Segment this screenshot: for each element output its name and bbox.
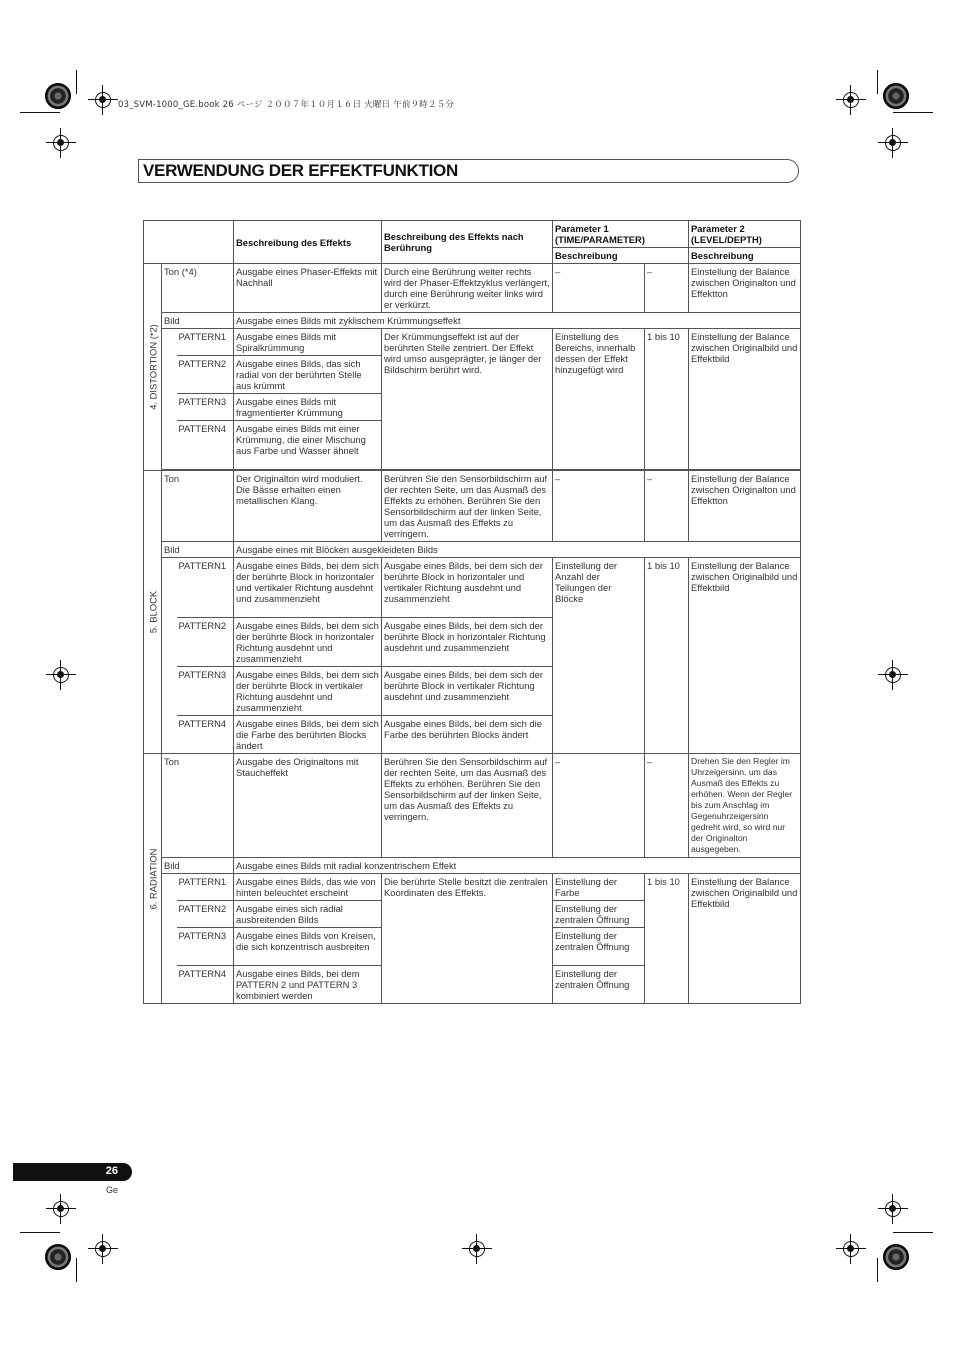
registration-disc-icon <box>883 1244 909 1270</box>
pattern-touch: Ausgabe eines Bilds, bei dem sich der berührte Block in vertikaler Richtung ausdehnt und zusammenzieht <box>382 667 553 716</box>
crosshair-icon <box>878 660 908 690</box>
crosshair-icon <box>878 128 908 158</box>
bild-label: Bild <box>162 858 234 874</box>
indent-cell <box>162 667 177 716</box>
pattern-label: PATTERN3 <box>177 667 234 716</box>
pattern-touch: Ausgabe eines Bilds, bei dem sich der berührte Block in horizontaler Richtung ausdehnt und zusammenzieht <box>382 618 553 667</box>
table-row <box>144 329 801 356</box>
crop-mark <box>877 1258 878 1282</box>
ton-desc: Der Originalton wird moduliert. Die Bässe erhalten einen metallischen Klang. <box>234 471 382 542</box>
indent-cell <box>162 421 177 470</box>
indent-cell <box>162 356 177 394</box>
indent-cell <box>162 329 177 356</box>
pattern-desc: Ausgabe eines sich radial ausbreitenden Bilds <box>234 901 382 928</box>
table-row <box>144 858 801 874</box>
vertical-label: 5. BLOCK <box>147 590 158 634</box>
pattern-touch: Die berührte Stelle besitzt die zentralen Koordinaten des Effekts. <box>382 874 553 1004</box>
ton-param1: – <box>553 264 645 313</box>
pattern-label: PATTERN1 <box>177 558 234 618</box>
group-label-block <box>144 471 162 754</box>
ton-label: Ton (*4) <box>162 264 234 313</box>
crop-mark <box>877 70 878 94</box>
vertical-label: 6. RADIATION <box>147 848 158 909</box>
ton-param2: Einstellung der Balance zwischen Originalton und Effektton <box>689 264 801 313</box>
crop-mark <box>893 112 933 113</box>
crosshair-icon <box>836 1234 866 1264</box>
pattern-desc: Ausgabe eines Bilds, bei dem sich der berührte Block in horizontaler und vertikaler Richtung ausdehnt und zusammenzieht <box>234 558 382 618</box>
registration-disc-icon <box>883 83 909 109</box>
indent-cell <box>162 716 177 754</box>
pattern-label: PATTERN3 <box>177 394 234 421</box>
crosshair-icon <box>46 128 76 158</box>
header-empty <box>144 221 234 264</box>
crop-mark <box>76 70 77 94</box>
pattern-label: PATTERN2 <box>177 356 234 394</box>
registration-disc-icon <box>45 83 71 109</box>
bild-desc: Ausgabe eines mit Blöcken ausgekleideten Bilds <box>234 542 801 558</box>
table-row <box>144 471 801 542</box>
pattern-param1-range: 1 bis 10 <box>645 329 689 470</box>
table-header-row <box>144 221 801 248</box>
pattern-label: PATTERN3 <box>177 928 234 966</box>
pattern-label: PATTERN2 <box>177 618 234 667</box>
ton-param2: Drehen Sie den Regler im Uhrzeigersinn, um das Ausmaß des Effekts zu erhöhen. Wenn der Regler bis zum Anschlag im Gegenuhrzeigersinn gedreht wird, so wird nur der Originalton ausgegeben. <box>689 754 801 858</box>
header-touch: Beschreibung des Effekts nach Berührung <box>382 221 553 264</box>
indent-cell <box>162 618 177 667</box>
crosshair-icon <box>46 1194 76 1224</box>
ton-touch: Durch eine Berührung weiter rechts wird der Phaser-Effektzyklus verlängert, durch eine Berührung weiter links wird er verkürzt. <box>382 264 553 313</box>
section-banner <box>138 159 799 183</box>
pattern-label: PATTERN4 <box>177 716 234 754</box>
pattern-param2: Einstellung der Balance zwischen Originalbild und Effektbild <box>689 874 801 1004</box>
pattern-desc: Ausgabe eines Bilds, das sich radial von der berührten Stelle aus krümmt <box>234 356 382 394</box>
header-desc: Beschreibung des Effekts <box>234 221 382 264</box>
pattern-label: PATTERN2 <box>177 901 234 928</box>
pattern-param1: Einstellung der zentralen Öffnung <box>553 966 645 1004</box>
ton-label: Ton <box>162 754 234 858</box>
crop-mark <box>20 1232 60 1233</box>
pattern-desc: Ausgabe eines Bilds, bei dem sich der berührte Block in horizontaler Richtung ausdehnt und zusammenzieht <box>234 618 382 667</box>
page-number-tab <box>13 1163 132 1181</box>
pattern-param1: Einstellung der zentralen Öffnung <box>553 928 645 966</box>
ton-touch: Berühren Sie den Sensorbildschirm auf der rechten Seite, um das Ausmaß des Effekts zu erhöhen. Berühren Sie den Sensorbildschirm auf der linken Seite, um das Ausmaß des Effekts zu verringern. <box>382 471 553 542</box>
indent-cell <box>162 558 177 618</box>
header-param1-desc: Beschreibung <box>553 248 689 264</box>
bild-desc: Ausgabe eines Bilds mit zyklischem Krümmungseffekt <box>234 313 801 329</box>
ton-desc: Ausgabe eines Phaser-Effekts mit Nachhall <box>234 264 382 313</box>
pattern-desc: Ausgabe eines Bilds, das wie von hinten beleuchtet erscheint <box>234 874 382 901</box>
vertical-label: 4. DISTORTION (*2) <box>147 324 158 410</box>
indent-cell <box>162 394 177 421</box>
bild-label: Bild <box>162 313 234 329</box>
pattern-desc: Ausgabe eines Bilds mit einer Krümmung, die einer Mischung aus Farbe und Wasser ähnelt <box>234 421 382 470</box>
header-param2: Parameter 2 (LEVEL/DEPTH) <box>689 221 801 248</box>
pattern-label: PATTERN1 <box>177 329 234 356</box>
crop-mark <box>76 1258 77 1282</box>
pattern-desc: Ausgabe eines Bilds mit Spiralkrümmung <box>234 329 382 356</box>
ton-param1-range: – <box>645 471 689 542</box>
table-row <box>144 874 801 901</box>
table-row <box>144 264 801 313</box>
pattern-label: PATTERN4 <box>177 966 234 1004</box>
pattern-desc: Ausgabe eines Bilds von Kreisen, die sich konzentrisch ausbreiten <box>234 928 382 966</box>
pattern-param1: Einstellung der Farbe <box>553 874 645 901</box>
ton-touch: Berühren Sie den Sensorbildschirm auf der rechten Seite, um das Ausmaß des Effekts zu erhöhen. Berühren Sie den Sensorbildschirm auf der linken Seite, um das Ausmaß des Effekts zu verringern. <box>382 754 553 858</box>
group-label-distortion <box>144 264 162 471</box>
language-code: Ge <box>106 1185 119 1195</box>
ton-label: Ton <box>162 471 234 542</box>
bild-label: Bild <box>162 542 234 558</box>
group-label-radiation <box>144 754 162 1004</box>
table-row <box>144 313 801 329</box>
pattern-touch: Ausgabe eines Bilds, bei dem sich die Farbe des berührten Blocks ändert <box>382 716 553 754</box>
pattern-param1-range: 1 bis 10 <box>645 558 689 754</box>
crosshair-icon <box>88 85 118 115</box>
indent-cell <box>162 928 177 966</box>
pattern-param1: Einstellung der Anzahl der Teilungen der Blöcke <box>553 558 645 754</box>
table-row <box>144 542 801 558</box>
table-row <box>144 558 801 618</box>
crop-mark <box>20 112 60 113</box>
pattern-label: PATTERN1 <box>177 874 234 901</box>
pattern-label: PATTERN4 <box>177 421 234 470</box>
indent-cell <box>162 966 177 1004</box>
pattern-desc: Ausgabe eines Bilds, bei dem sich die Farbe des berührten Blocks ändert <box>234 716 382 754</box>
pattern-param2: Einstellung der Balance zwischen Originalbild und Effektbild <box>689 329 801 470</box>
ton-param1: – <box>553 471 645 542</box>
pattern-param2: Einstellung der Balance zwischen Originalbild und Effektbild <box>689 558 801 754</box>
bild-desc: Ausgabe eines Bilds mit radial konzentrischem Effekt <box>234 858 801 874</box>
ton-param1: – <box>553 754 645 858</box>
header-param2-desc: Beschreibung <box>689 248 801 264</box>
registration-disc-icon <box>45 1244 71 1270</box>
indent-cell <box>162 874 177 901</box>
page-title: VERWENDUNG DER EFFEKTFUNKTION <box>143 161 458 180</box>
crosshair-icon <box>46 660 76 690</box>
crosshair-icon <box>462 1234 492 1264</box>
indent-cell <box>162 901 177 928</box>
pattern-param1-range: 1 bis 10 <box>645 874 689 1004</box>
table-row <box>144 754 801 858</box>
pattern-param1: Einstellung der zentralen Öffnung <box>553 901 645 928</box>
crosshair-icon <box>836 85 866 115</box>
ton-param1-range: – <box>645 754 689 858</box>
crosshair-icon <box>88 1234 118 1264</box>
effects-table <box>143 220 801 1004</box>
ton-param1-range: – <box>645 264 689 313</box>
page-number: 26 <box>105 1165 118 1177</box>
pattern-desc: Ausgabe eines Bilds mit fragmentierter Krümmung <box>234 394 382 421</box>
ton-param2: Einstellung der Balance zwischen Originalton und Effektton <box>689 471 801 542</box>
crosshair-icon <box>878 1194 908 1224</box>
pattern-param1: Einstellung des Bereichs, innerhalb dessen der Effekt hinzugefügt wird <box>553 329 645 470</box>
pattern-desc: Ausgabe eines Bilds, bei dem PATTERN 2 und PATTERN 3 kombiniert werden <box>234 966 382 1004</box>
ton-desc: Ausgabe des Originaltons mit Staucheffekt <box>234 754 382 858</box>
crop-mark <box>893 1232 933 1233</box>
pattern-desc: Ausgabe eines Bilds, bei dem sich der berührte Block in vertikaler Richtung ausdehnt und zusammenzieht <box>234 667 382 716</box>
pattern-touch: Der Krümmungseffekt ist auf der berührten Stelle zentriert. Der Effekt wird umso ausgeprägter, je länger der Bildschirm berührt wird. <box>382 329 553 470</box>
pattern-touch: Ausgabe eines Bilds, bei dem sich der berührte Block in horizontaler und vertikaler Richtung ausdehnt und zusammenzieht <box>382 558 553 618</box>
header-param1: Parameter 1 (TIME/PARAMETER) <box>553 221 689 248</box>
file-info: 03_SVM-1000_GE.book 26 ページ ２００７年１０月１６日 火曜日 午前９時２５分 <box>118 100 455 110</box>
